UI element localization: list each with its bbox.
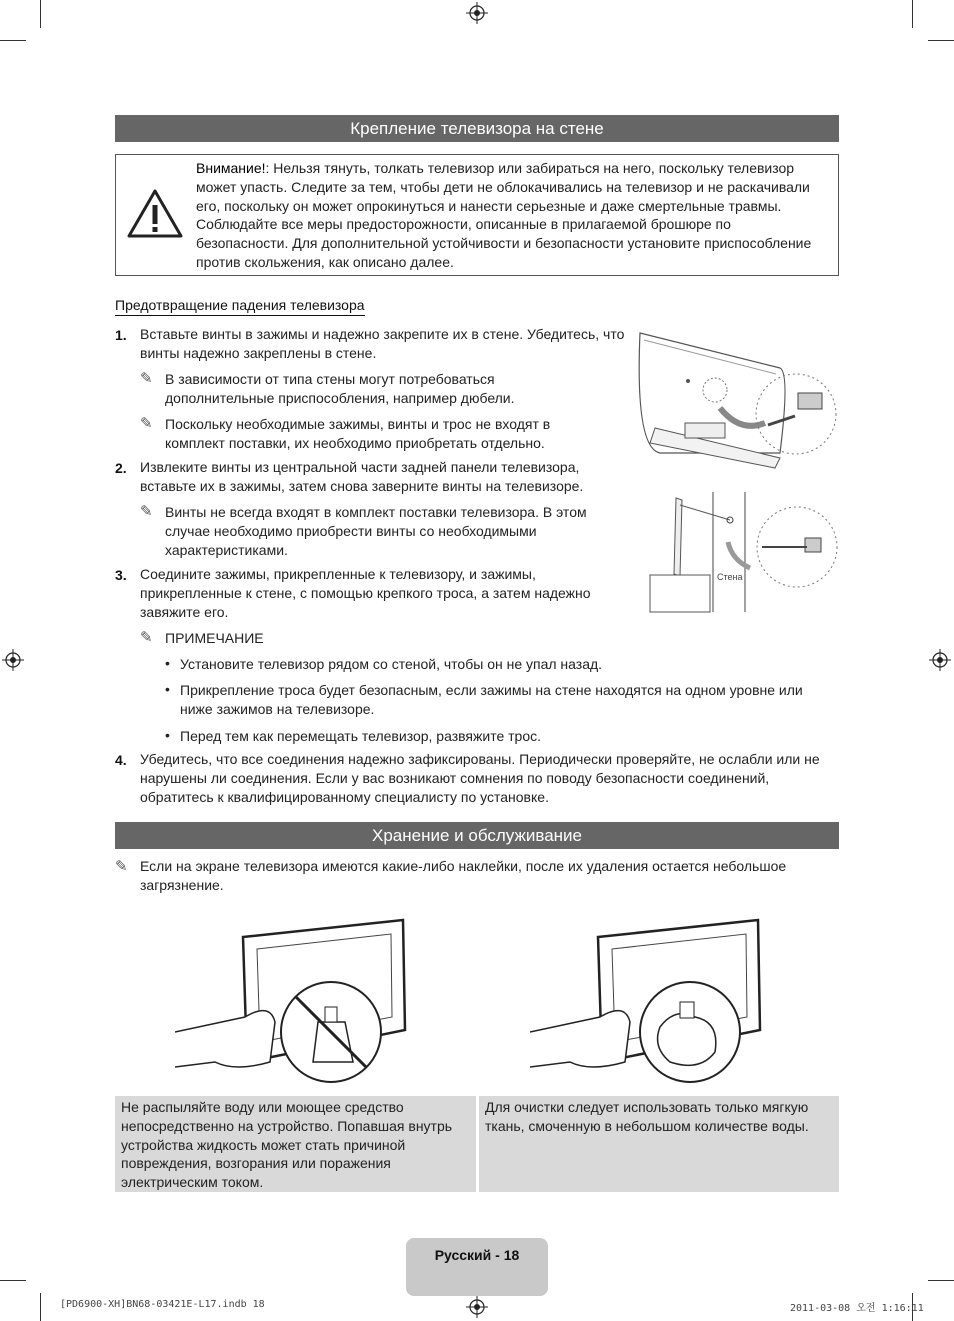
section-title-wall-mount: Крепление телевизора на стене (115, 115, 839, 142)
warning-body: : Нельзя тянуть, толкать телевизор или забираться на него, поскольку телевизор может упасть. Следите за тем, чтобы дети не облокачивались на телевизор и не раскачивали его, поскольку он может опрокинуться и нанести серьезные и даже смертельные травмы. Соблюдайте все меры предосторожности, описанные в прилагаемой брошюре по безопасности. Для дополнительной устойчивости и безопасности установите приспособление против скольжения, как описано далее. (196, 160, 812, 270)
note-pencil-icon: ✎ (115, 858, 128, 875)
section-title-storage-care: Хранение и обслуживание (115, 822, 839, 849)
note-pencil-icon: ✎ (140, 629, 153, 646)
crop-mark (0, 1280, 26, 1281)
step-text: Вставьте винты в зажимы и надежно закрепите их в стене. Убедитесь, что винты надежно закреплены в стене. (140, 326, 625, 362)
tv-back-clip-diagram (630, 328, 840, 478)
page-number-tab (406, 1238, 548, 1296)
registration-mark-icon (2, 649, 24, 671)
no-spray-illustration (175, 912, 415, 1084)
warning-text (196, 159, 826, 272)
bullet-dot: • (165, 727, 170, 743)
footer-file-info: [PD6900-XH]BN68-03421E-L17.indb 18 (60, 1299, 265, 1310)
page-label: Русский - 18 (434, 1247, 520, 1263)
crop-mark (40, 1293, 41, 1321)
note-text: Если на экране телевизора имеются какие-либо наклейки, после их удаления остается небольшое загрязнение. (140, 858, 787, 894)
bullet-text: Перед тем как перемещать телевизор, развяжите трос. (180, 728, 541, 744)
note-text: Винты не всегда входят в комплект поставки телевизора. В этом случае необходимо приобрести винты со необходимыми характеристиками. (165, 504, 587, 559)
step-number: 3. (115, 567, 127, 583)
step-number: 1. (115, 327, 127, 343)
warning-triangle-icon (126, 188, 184, 240)
bullet-text: Прикрепление троса будет безопасным, если зажимы на стене находятся на одном уровне или ниже зажимов на телевизоре. (180, 682, 803, 718)
bullet-dot: • (165, 681, 170, 697)
crop-mark (928, 40, 954, 41)
bullet-text: Установите телевизор рядом со стеной, чтобы он не упал назад. (180, 656, 603, 672)
note-text: В зависимости от типа стены могут потребоваться дополнительные приспособления, например дюбели. (165, 371, 515, 407)
caption-soft-cloth: Для очистки следует использовать только мягкую ткань, смоченную в небольшом количестве воды. (479, 1096, 839, 1192)
wall-label: Стена (717, 572, 743, 582)
registration-mark-icon (466, 1296, 488, 1318)
bullet-dot: • (165, 655, 170, 671)
crop-mark (912, 0, 913, 28)
registration-mark-icon (929, 649, 951, 671)
step-text: Извлеките винты из центральной части задней панели телевизора, вставьте их в зажимы, затем снова заверните винты на телевизоре. (140, 459, 584, 495)
note-text: Поскольку необходимые зажимы, винты и трос не входят в комплект поставки, их необходимо приобретать отдельно. (165, 416, 551, 452)
footer-timestamp: 2011-03-08 오전 1:16:11 (790, 1303, 924, 1314)
warning-label: Внимание! (196, 160, 266, 176)
soft-cloth-illustration (530, 912, 770, 1084)
step-number: 4. (115, 752, 127, 768)
note-heading: ПРИМЕЧАНИЕ (165, 630, 264, 646)
step-text: Соедините зажимы, прикрепленные к телевизору, и зажимы, прикрепленные к стене, с помощью крепкого троса, а затем надежно завяжите его. (140, 566, 591, 621)
warning-box (115, 154, 839, 276)
crop-mark (40, 0, 41, 28)
note-pencil-icon: ✎ (140, 370, 153, 387)
note-pencil-icon: ✎ (140, 503, 153, 520)
registration-mark-icon (466, 2, 488, 24)
step-number: 2. (115, 460, 127, 476)
caption-dont-spray: Не распыляйте воду или моющее средство непосредственно на устройство. Попавшая внутрь устройства жидкость может стать причиной повреждения, возгорания или поражения электрическим током. (115, 1096, 476, 1192)
crop-mark (928, 1280, 954, 1281)
tv-wall-cable-diagram (640, 490, 840, 614)
note-pencil-icon: ✎ (140, 415, 153, 432)
crop-mark (0, 40, 26, 41)
step-text: Убедитесь, что все соединения надежно зафиксированы. Периодически проверяйте, не ослабли или не нарушены ли соединения. Если у вас возникают сомнения по поводу безопасности соединений, обратитесь к квалифицированному специалисту по установке. (140, 751, 820, 806)
subheading-prevent-fall: Предотвращение падения телевизора (115, 297, 365, 316)
